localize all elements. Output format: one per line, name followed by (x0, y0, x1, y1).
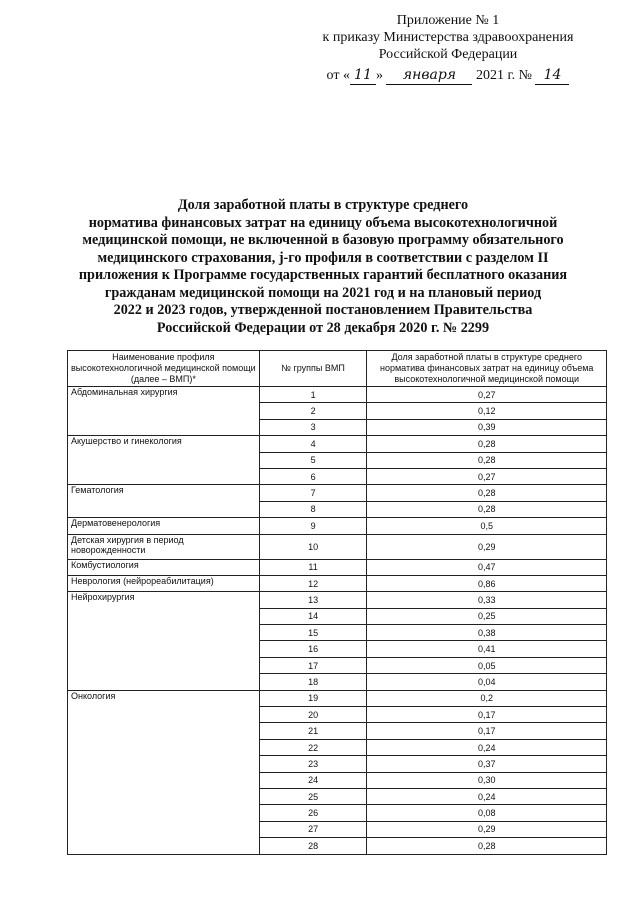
salary-share-cell: 0,38 (367, 625, 607, 641)
group-number-cell: 6 (259, 468, 367, 484)
salary-share-cell: 0,28 (367, 485, 607, 501)
salary-share-cell: 0,17 (367, 707, 607, 723)
group-number-cell: 3 (259, 419, 367, 435)
title-line: Доля заработной платы в структуре среднего (177, 197, 469, 213)
annex-title: Приложение № 1 (396, 13, 500, 28)
date-mid: » (375, 68, 383, 83)
table-row (68, 387, 607, 403)
salary-share-cell: 0,86 (367, 575, 607, 591)
salary-share-cell: 0,05 (367, 657, 607, 673)
salary-share-cell: 0,28 (367, 452, 607, 468)
group-number-cell: 16 (259, 641, 367, 657)
table-row (68, 592, 607, 608)
title-line: медицинской помощи, не включенной в базовую программу обязательного (82, 232, 564, 248)
table-row (68, 559, 607, 575)
title-line: приложения к Программе государственных гарантий бесплатного оказания (78, 267, 568, 283)
salary-share-cell: 0,28 (367, 838, 607, 854)
date-prefix: от « (326, 68, 350, 83)
group-number-cell: 24 (259, 772, 367, 788)
group-number-cell: 14 (259, 608, 367, 624)
group-number-cell: 17 (259, 657, 367, 673)
title-line: 2022 и 2023 годов, утвержденной постановлением Правительства (113, 302, 533, 318)
group-number-cell: 20 (259, 707, 367, 723)
profile-name-cell: Нейрохирургия (68, 592, 260, 690)
salary-share-cell: 0,29 (367, 821, 607, 837)
salary-share-cell: 0,24 (367, 739, 607, 755)
salary-share-cell: 0,30 (367, 772, 607, 788)
salary-share-cell: 0,5 (367, 518, 607, 534)
salary-share-cell: 0,28 (367, 501, 607, 517)
table-row (68, 485, 607, 501)
group-number-cell: 5 (259, 452, 367, 468)
profile-name-cell: Детская хирургия в период новорожденности (68, 534, 260, 559)
profile-name-cell: Комбустиология (68, 559, 260, 575)
document-title (60, 197, 586, 337)
salary-share-cell: 0,27 (367, 387, 607, 403)
date-year: 2021 г. № (475, 68, 532, 83)
salary-share-cell: 0,25 (367, 608, 607, 624)
group-number-cell: 2 (259, 403, 367, 419)
group-number-cell: 4 (259, 436, 367, 452)
salary-share-cell: 0,39 (367, 419, 607, 435)
title-line: Российской Федерации от 28 декабря 2020 г. № 2299 (156, 319, 490, 336)
profile-name-cell: Онкология (68, 690, 260, 854)
group-number-cell: 12 (259, 575, 367, 591)
annex-ministry: Российской Федерации (378, 47, 518, 62)
header-profile: Наименование профиля высокотехнологичной медицинской помощи (далее – ВМП)* (68, 351, 260, 387)
group-number-cell: 21 (259, 723, 367, 739)
table-row (68, 575, 607, 591)
table-row (68, 436, 607, 452)
group-number-cell: 10 (259, 534, 367, 559)
group-number-cell: 18 (259, 674, 367, 690)
salary-share-cell: 0,33 (367, 592, 607, 608)
salary-share-cell: 0,29 (367, 534, 607, 559)
salary-share-cell: 0,24 (367, 788, 607, 804)
profile-name-cell: Акушерство и гинекология (68, 436, 260, 485)
group-number-cell: 8 (259, 501, 367, 517)
date-month-handwritten: января (386, 67, 472, 85)
title-line: норматива финансовых затрат на единицу объема высокотехнологичной (88, 214, 558, 231)
group-number-cell: 9 (259, 518, 367, 534)
salary-share-cell: 0,37 (367, 756, 607, 772)
profile-name-cell: Гематология (68, 485, 260, 518)
group-number-cell: 19 (259, 690, 367, 706)
annex-order-ref: к приказу Министерства здравоохранения (322, 30, 574, 45)
group-number-cell: 22 (259, 739, 367, 755)
group-number-cell: 27 (259, 821, 367, 837)
group-number-cell: 25 (259, 788, 367, 804)
group-number-cell: 23 (259, 756, 367, 772)
date-day-handwritten: 11 (350, 67, 376, 85)
salary-share-cell: 0,12 (367, 403, 607, 419)
annex-header (298, 12, 598, 85)
group-number-cell: 13 (259, 592, 367, 608)
table-row (68, 690, 607, 706)
table-row (68, 518, 607, 534)
header-share: Доля заработной платы в структуре среднего норматива финансовых затрат на единицу объема высокотехнологичной медицинской помощи (367, 351, 607, 387)
profile-name-cell: Абдоминальная хирургия (68, 387, 260, 436)
profile-name-cell: Дерматовенерология (68, 518, 260, 534)
group-number-cell: 28 (259, 838, 367, 854)
salary-share-cell: 0,28 (367, 436, 607, 452)
salary-share-cell: 0,04 (367, 674, 607, 690)
salary-share-cell: 0,47 (367, 559, 607, 575)
annex-date-line (298, 67, 598, 85)
salary-share-cell: 0,2 (367, 690, 607, 706)
title-line: медицинского страхования, j-го профиля в соответствии с разделом II (97, 249, 549, 266)
group-number-cell: 1 (259, 387, 367, 403)
table-row (68, 534, 607, 559)
salary-share-cell: 0,41 (367, 641, 607, 657)
group-number-cell: 26 (259, 805, 367, 821)
salary-share-cell: 0,17 (367, 723, 607, 739)
table-header-row (68, 351, 607, 387)
salary-share-cell: 0,08 (367, 805, 607, 821)
header-group: № группы ВМП (259, 351, 367, 387)
order-number-handwritten: 14 (535, 67, 569, 85)
title-line: гражданам медицинской помощи на 2021 год и на плановый период (104, 284, 542, 301)
profile-name-cell: Неврология (нейрореабилитация) (68, 575, 260, 591)
group-number-cell: 7 (259, 485, 367, 501)
group-number-cell: 15 (259, 625, 367, 641)
salary-share-table (67, 350, 607, 855)
group-number-cell: 11 (259, 559, 367, 575)
salary-share-cell: 0,27 (367, 468, 607, 484)
